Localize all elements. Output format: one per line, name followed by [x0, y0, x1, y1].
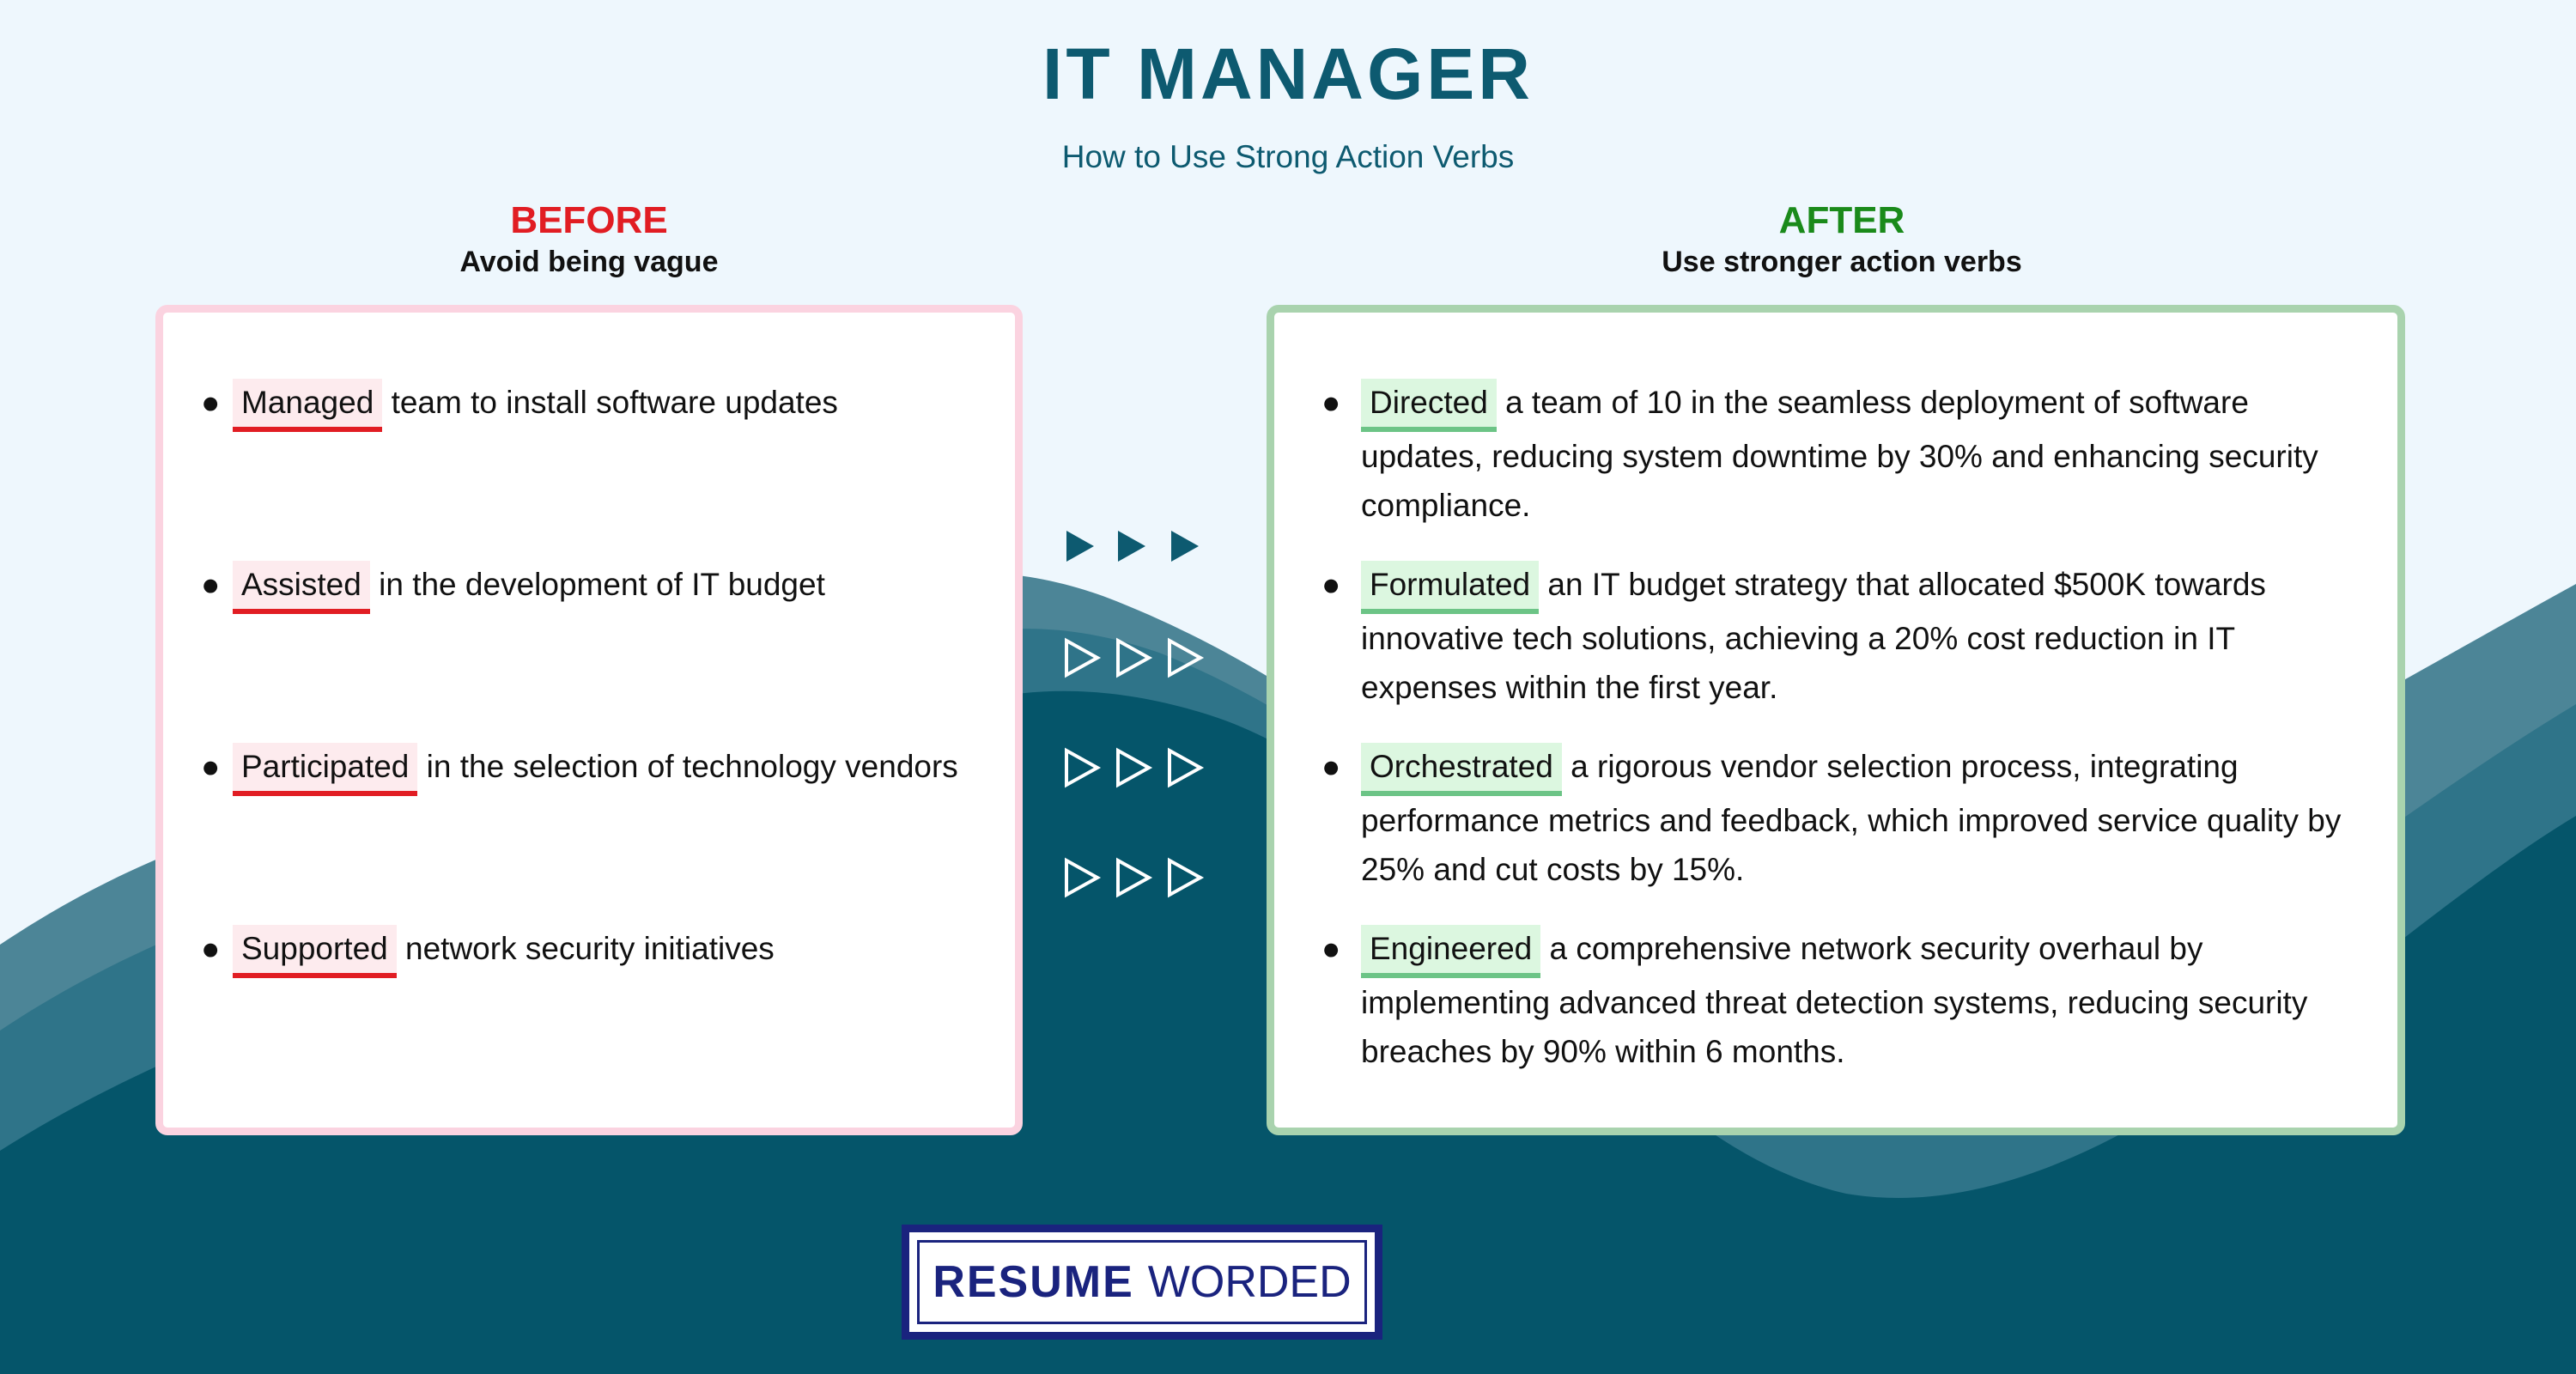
before-item	[201, 560, 1006, 614]
after-header	[1408, 199, 2275, 279]
play-triangle-icon	[1066, 531, 1199, 562]
bullet-icon: ●	[201, 749, 221, 784]
before-panel	[155, 305, 1023, 1135]
after-item-text: a team of 10 in the seamless deployment of software updates, reducing system downtime by 30% and enhancing security compliance.	[1361, 385, 2318, 523]
before-item	[201, 378, 1006, 432]
weak-verb: Participated	[233, 743, 417, 796]
before-item-text: in the selection of technology vendors	[426, 749, 958, 784]
logo-frame	[917, 1240, 1367, 1324]
bullet-icon: ●	[1321, 385, 1341, 420]
play-triangle-outline-icon	[1066, 641, 1200, 895]
before-item	[201, 924, 1006, 978]
after-label: AFTER	[1778, 199, 1905, 241]
after-sublabel: Use stronger action verbs	[1662, 246, 2022, 278]
before-item	[201, 742, 1006, 796]
after-item-text: an IT budget strategy that allocated $500K towards innovative tech solutions, achieving a 20% cost reduction in IT expenses within the first year.	[1361, 567, 2266, 705]
before-item-text: in the development of IT budget	[379, 567, 825, 602]
weak-verb: Managed	[233, 379, 382, 432]
bullet-icon: ●	[1321, 749, 1341, 784]
after-item	[1321, 924, 2373, 1076]
logo-light: WORDED	[1147, 1257, 1352, 1307]
logo-bold: RESUME	[933, 1257, 1134, 1307]
weak-verb: Supported	[233, 925, 397, 978]
after-item-text: a rigorous vendor selection process, integrating performance metrics and feedback, which improved service quality by 25% and cut costs by 15%.	[1361, 749, 2342, 887]
after-item-text: a comprehensive network security overhaul by implementing advanced threat detection systems, reducing security breaches by 90% within 6 months.	[1361, 931, 2308, 1069]
page-subtitle: How to Use Strong Action Verbs	[1061, 139, 1515, 174]
before-header	[155, 199, 1023, 279]
after-panel	[1267, 305, 2405, 1135]
after-item	[1321, 378, 2373, 530]
bullet-icon: ●	[1321, 567, 1341, 602]
after-item	[1321, 560, 2373, 712]
strong-verb: Directed	[1361, 379, 1497, 432]
after-item	[1321, 742, 2373, 894]
before-label: BEFORE	[510, 199, 668, 241]
before-item-text: team to install software updates	[391, 385, 838, 420]
arrows-group	[1061, 515, 1216, 910]
bullet-icon: ●	[201, 931, 221, 966]
before-sublabel: Avoid being vague	[459, 246, 719, 278]
strong-verb: Formulated	[1361, 561, 1539, 614]
page-title: IT MANAGER	[1042, 33, 1534, 114]
resume-worded-logo	[902, 1225, 1382, 1340]
strong-verb: Orchestrated	[1361, 743, 1562, 796]
bullet-icon: ●	[201, 385, 221, 420]
strong-verb: Engineered	[1361, 925, 1540, 978]
before-item-text: network security initiatives	[405, 931, 775, 966]
weak-verb: Assisted	[233, 561, 370, 614]
bullet-icon: ●	[1321, 931, 1341, 966]
bullet-icon: ●	[201, 567, 221, 602]
